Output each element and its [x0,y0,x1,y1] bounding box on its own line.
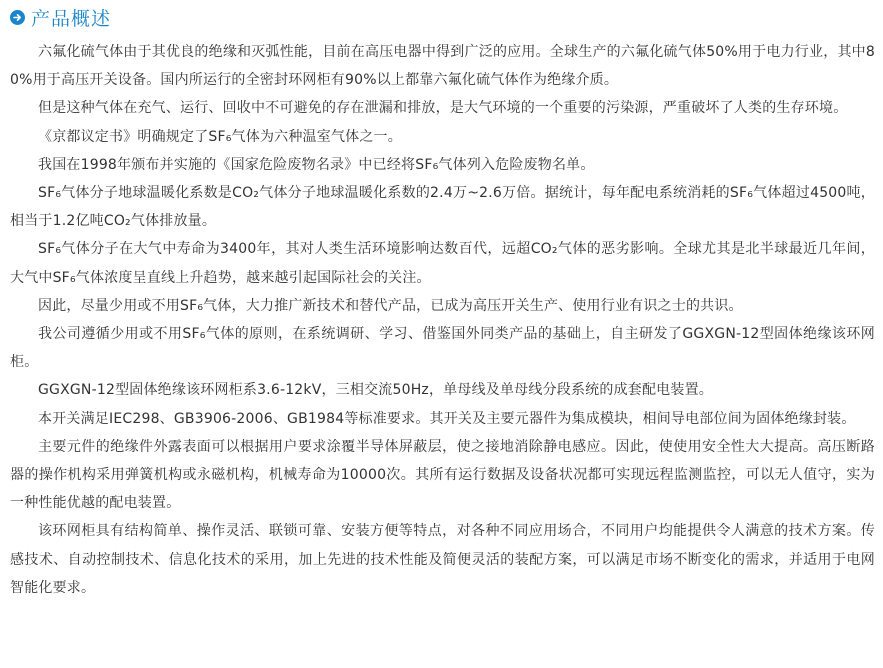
paragraph: SF₆气体分子地球温暖化系数是CO₂气体分子地球温暖化系数的2.4万~2.6万倍。据统计，每年配电系统消耗的SF₆气体超过4500吨，相当于1.2亿吨CO₂气体排放量。 [10,185,875,230]
paragraph: 本开关满足IEC298、GB3906-2006、GB1984等标准要求。其开关及主要元器件为集成模块，相间导电部位间为固体绝缘封装。 [38,410,856,427]
paragraph: 主要元件的绝缘件外露表面可以根据用户要求涂覆半导体屏蔽层，使之接地消除静电感应。因此，使使用安全性大大提高。高压断路器的操作机构采用弹簧机构或永磁机构，机械寿命为10000次。其所有运行数据及设备状况都可实现远程监测监控，可以无人值守，实为一种性能优越的配电装置。 [10,438,875,512]
section-heading [10,4,875,30]
overview-body [10,38,875,602]
paragraph: 因此，尽量少用或不用SF₆气体，大力推广新技术和替代产品，已成为高压开关生产、使用行业有识之士的共识。 [38,297,743,314]
paragraph: 《京都议定书》明确规定了SF₆气体为六种温室气体之一。 [38,128,402,145]
paragraph: 我公司遵循少用或不用SF₆气体的原则，在系统调研、学习、借鉴国外同类产品的基础上，自主研发了GGXGN-12型固体绝缘该环网柜。 [10,326,875,371]
paragraph: 但是这种气体在充气、运行、回收中不可避免的存在泄漏和排放，是大气环境的一个重要的污染源，严重破坏了人类的生存环境。 [38,100,848,117]
paragraph: 我国在1998年颁布并实施的《国家危险废物名录》中已经将SF₆气体列入危险废物名单。 [38,156,595,173]
section-title: 产品概述 [31,7,112,30]
paragraph: 该环网柜具有结构简单、操作灵活、联锁可靠、安装方便等特点，对各种不同应用场合，不同用户均能提供令人满意的技术方案。传感技术、自动控制技术、信息化技术的采用，加上先进的技术性能及简便灵活的装配方案，可以满足市场不断变化的需求，并适用于电网智能化要求。 [10,523,875,596]
paragraph: SF₆气体分子在大气中寿命为3400年，其对人类生活环境影响达数百代，远超CO₂气体的恶劣影响。全球尤其是北半球最近几年间，大气中SF₆气体浓度呈直线上升趋势，越来越引起国际社会的关注。 [10,241,875,286]
arrow-right-circle-icon [10,10,25,25]
paragraph: GGXGN-12型固体绝缘该环网柜系3.6-12kV，三相交流50Hz，单母线及单母线分段系统的成套配电装置。 [38,382,713,399]
paragraph: 六氟化硫气体由于其优良的绝缘和灭弧性能，目前在高压电器中得到广泛的应用。全球生产的六氟化硫气体50%用于电力行业，其中80%用于高压开关设备。国内所运行的全密封环网柜有90%以上都靠六氟化硫气体作为绝缘介质。 [10,44,875,89]
